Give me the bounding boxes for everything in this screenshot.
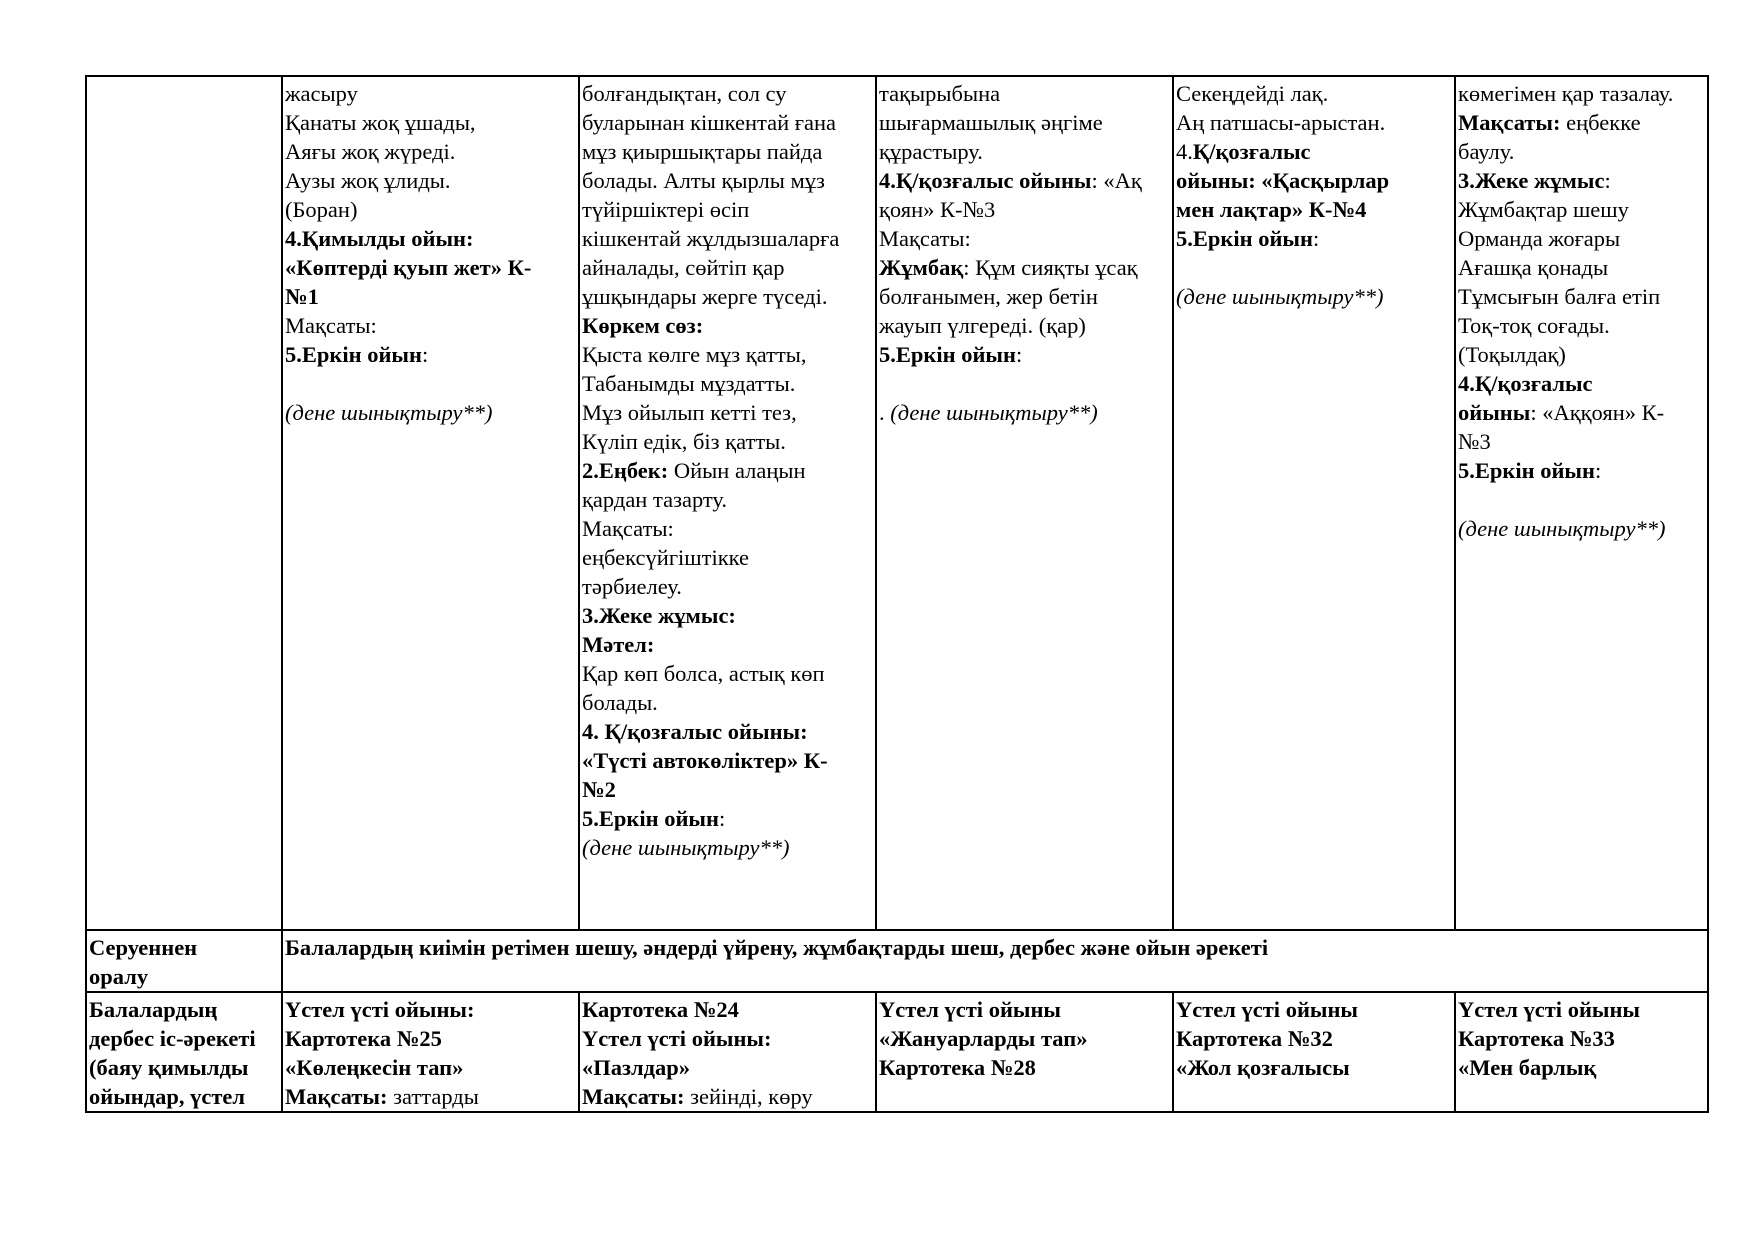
text-line — [285, 398, 576, 427]
text-run: (дене шынықтыру**) — [285, 400, 493, 425]
text-run: Балалардың киімін ретімен шешу, әндерді үйрену, жұмбақтарды шеш, дербес және ойын әрекеті — [285, 935, 1269, 960]
friday-cell — [1455, 992, 1708, 1112]
text-run: Мақсаты: — [582, 1084, 685, 1109]
text-run: ойыны: «Қасқырлар — [1176, 168, 1390, 193]
text-run: Қыста көлге мұз қатты, — [582, 342, 807, 367]
text-run: болғандықтан, сол су — [582, 81, 787, 106]
text-run: 5.Еркін ойын — [1458, 458, 1595, 483]
text-line — [285, 253, 576, 282]
text-run: Картотека №32 — [1176, 1026, 1333, 1051]
text-line — [89, 962, 279, 991]
text-run: Үстел үсті ойыны: — [582, 1026, 772, 1051]
text-line — [1176, 282, 1452, 311]
text-run: 4. Қ/қозғалыс ойыны: — [582, 719, 808, 744]
tuesday-cell — [579, 992, 876, 1112]
text-run: «Пазлдар» — [582, 1055, 691, 1080]
text-run: Қар көп болса, астық көп — [582, 661, 825, 686]
text-run: мен лақтар» К-№4 — [1176, 197, 1367, 222]
text-run: 4.Қ/қозғалыс — [1458, 371, 1593, 396]
text-line — [879, 282, 1170, 311]
text-line — [582, 630, 873, 659]
text-line — [582, 746, 873, 775]
text-line — [1458, 166, 1705, 195]
text-line — [285, 1053, 576, 1082]
text-run: 5.Еркін ойын — [879, 342, 1016, 367]
text-line — [582, 340, 873, 369]
text-line — [1176, 1024, 1452, 1053]
document-page — [85, 75, 1709, 1113]
text-run: Табанымды мұздатты. — [582, 371, 796, 396]
text-line — [1176, 108, 1452, 137]
text-line — [582, 1053, 873, 1082]
text-run: «Көлеңкесін тап» — [285, 1055, 464, 1080]
text-run: 4. — [1176, 139, 1193, 164]
text-run: (баяу қимылды — [89, 1055, 249, 1080]
return-from-walk-content — [282, 930, 1708, 992]
text-line — [879, 253, 1170, 282]
text-run: жауып үлгереді. (қар) — [879, 313, 1086, 338]
text-line — [582, 224, 873, 253]
text-run: Күліп едік, біз қатты. — [582, 429, 786, 454]
text-run: айналады, сөйтіп қар — [582, 255, 785, 280]
return-from-walk-label — [86, 930, 282, 992]
text-run: : «Аққоян» К- — [1530, 400, 1665, 425]
friday-cell — [1455, 76, 1708, 930]
text-line — [1176, 1053, 1452, 1082]
text-line — [1458, 995, 1705, 1024]
text-run: еңбексүйгіштікке — [582, 545, 749, 570]
text-line — [89, 933, 279, 962]
text-run: 4.Қимылды ойын: — [285, 226, 474, 251]
text-run: Жұмбақтар шешу — [1458, 197, 1629, 222]
text-run: Балалардың — [89, 997, 218, 1022]
text-line — [582, 485, 873, 514]
blank-line — [1176, 253, 1452, 282]
text-line — [1458, 108, 1705, 137]
text-run: Қанаты жоқ ұшады, — [285, 110, 476, 135]
text-line — [879, 398, 1170, 427]
text-run: дербес іс-әрекеті — [89, 1026, 256, 1051]
text-run: Қ/қозғалыс — [1192, 139, 1311, 164]
text-line — [879, 995, 1170, 1024]
text-run: 5.Еркін ойын — [582, 806, 719, 831]
text-run: Мәтел: — [582, 632, 655, 657]
text-run: болады. — [582, 690, 658, 715]
text-line — [582, 688, 873, 717]
plan-table — [85, 75, 1709, 1113]
blank-line — [285, 369, 576, 398]
text-run: Аузы жоқ ұлиды. — [285, 168, 451, 193]
table-row — [86, 930, 1708, 992]
text-line — [1458, 253, 1705, 282]
text-run: еңбекке — [1560, 110, 1641, 135]
text-run: Орманда жоғары — [1458, 226, 1621, 251]
text-line — [1458, 514, 1705, 543]
text-line — [1458, 282, 1705, 311]
text-run: құрастыру. — [879, 139, 983, 164]
text-run: қардан тазарту. — [582, 487, 728, 512]
blank-line — [879, 369, 1170, 398]
thursday-cell — [1173, 992, 1455, 1112]
text-line — [582, 398, 873, 427]
text-run: «Жануарларды тап» — [879, 1026, 1088, 1051]
text-line — [582, 79, 873, 108]
text-line — [89, 1024, 279, 1053]
text-line — [582, 369, 873, 398]
text-line — [1458, 398, 1705, 427]
text-run: шығармашылық әңгіме — [879, 110, 1103, 135]
text-run: «Түсті автокөліктер» К- — [582, 748, 828, 773]
text-run: 3.Жеке жұмыс: — [582, 603, 736, 628]
text-run: 5.Еркін ойын — [1176, 226, 1313, 251]
text-line — [285, 995, 576, 1024]
text-line — [582, 1024, 873, 1053]
text-run: Тоқ-тоқ соғады. — [1458, 313, 1610, 338]
text-line — [879, 79, 1170, 108]
text-line — [1176, 137, 1452, 166]
text-run: : — [1594, 458, 1602, 483]
text-line — [582, 456, 873, 485]
text-line — [582, 137, 873, 166]
text-line — [582, 108, 873, 137]
text-line — [582, 804, 873, 833]
text-run: зейінді, көру — [684, 1084, 813, 1109]
text-run: Картотека №33 — [1458, 1026, 1615, 1051]
text-run: : — [718, 806, 726, 831]
blank-line — [1458, 485, 1705, 514]
text-line — [879, 224, 1170, 253]
text-run: Картотека №28 — [879, 1055, 1036, 1080]
text-line — [1176, 224, 1452, 253]
text-run: болғанымен, жер бетін — [879, 284, 1098, 309]
text-run: 4.Қ/қозғалыс ойыны — [879, 168, 1092, 193]
text-line — [879, 108, 1170, 137]
text-line — [1458, 1024, 1705, 1053]
wednesday-cell — [876, 992, 1173, 1112]
text-line — [1458, 137, 1705, 166]
wednesday-cell — [876, 76, 1173, 930]
text-line — [285, 933, 1705, 962]
text-run: тәрбиелеу. — [582, 574, 682, 599]
monday-cell — [282, 76, 579, 930]
text-line — [285, 1082, 576, 1111]
text-line — [285, 224, 576, 253]
text-run: №3 — [1458, 429, 1491, 454]
text-run: Тұмсығын балға етіп — [1458, 284, 1661, 309]
text-run: Картотека №24 — [582, 997, 739, 1022]
text-line — [879, 137, 1170, 166]
text-line — [1458, 79, 1705, 108]
text-line — [285, 340, 576, 369]
tuesday-cell — [579, 76, 876, 930]
text-run: заттарды — [387, 1084, 479, 1109]
text-run: қоян» К-№3 — [879, 197, 996, 222]
text-run: (дене шынықтыру**) — [1458, 516, 1666, 541]
text-line — [582, 775, 873, 804]
text-line — [582, 1082, 873, 1111]
text-line — [582, 543, 873, 572]
text-line — [879, 166, 1170, 195]
text-run: : — [421, 342, 429, 367]
text-run: болады. Алты қырлы мұз — [582, 168, 825, 193]
text-run: «Жол қозғалысы — [1176, 1055, 1350, 1080]
table-row — [86, 76, 1708, 930]
text-line — [285, 108, 576, 137]
text-run: Көркем сөз: — [582, 313, 704, 338]
text-line — [1176, 195, 1452, 224]
independent-activity-label — [86, 992, 282, 1112]
text-line — [582, 195, 873, 224]
text-run: (Боран) — [285, 197, 358, 222]
text-run: Аяғы жоқ жүреді. — [285, 139, 456, 164]
text-line — [1458, 456, 1705, 485]
text-run: «Мен барлық — [1458, 1055, 1597, 1080]
text-line — [89, 1053, 279, 1082]
text-line — [582, 572, 873, 601]
text-run: Секеңдейді лақ. — [1176, 81, 1329, 106]
text-run: (дене шынықтыру**) — [890, 400, 1098, 425]
monday-cell — [282, 992, 579, 1112]
text-run: : — [1312, 226, 1320, 251]
text-line — [582, 311, 873, 340]
text-line — [285, 311, 576, 340]
text-line — [582, 253, 873, 282]
text-run: Үстел үсті ойыны — [1176, 997, 1358, 1022]
text-run: Мұз ойылып кетті тез, — [582, 400, 797, 425]
text-line — [89, 995, 279, 1024]
text-line — [1176, 166, 1452, 195]
text-line — [582, 659, 873, 688]
text-run: №2 — [582, 777, 616, 802]
text-line — [879, 340, 1170, 369]
text-line — [582, 427, 873, 456]
thursday-cell — [1173, 76, 1455, 930]
text-run: : — [1015, 342, 1023, 367]
text-run: №1 — [285, 284, 319, 309]
text-run: 2.Еңбек: — [582, 458, 669, 483]
text-run: мұз қиыршықтары пайда — [582, 139, 823, 164]
text-run: 3.Жеке жұмыс — [1458, 168, 1605, 193]
text-run: Аң патшасы-арыстан. — [1176, 110, 1386, 135]
text-line — [582, 166, 873, 195]
text-line — [89, 1082, 279, 1111]
text-run: Мақсаты: — [285, 1084, 388, 1109]
text-line — [1458, 1053, 1705, 1082]
text-line — [1458, 195, 1705, 224]
text-run: Мақсаты: — [285, 313, 377, 338]
text-run: кішкентай жұлдызшаларға — [582, 226, 840, 251]
text-line — [582, 833, 873, 862]
text-run: : «Ақ — [1091, 168, 1142, 193]
text-run: ойындар, үстел — [89, 1084, 246, 1109]
text-line — [1176, 79, 1452, 108]
text-run: Картотека №25 — [285, 1026, 442, 1051]
text-run: Үстел үсті ойыны: — [285, 997, 475, 1022]
text-run: ұшқындары жерге түседі. — [582, 284, 828, 309]
text-run: Ағашқа қонады — [1458, 255, 1609, 280]
text-line — [1176, 995, 1452, 1024]
text-run: Мақсаты: — [879, 226, 971, 251]
text-run: тақырыбына — [879, 81, 1001, 106]
text-line — [1458, 369, 1705, 398]
text-run: баулу. — [1458, 139, 1515, 164]
text-line — [285, 282, 576, 311]
text-run: көмегімен қар тазалау. — [1458, 81, 1674, 106]
text-line — [582, 514, 873, 543]
text-line — [285, 195, 576, 224]
text-run: Мақсаты: — [582, 516, 674, 541]
text-line — [285, 1024, 576, 1053]
text-run: Мақсаты: — [1458, 110, 1561, 135]
text-run: Серуеннен — [89, 935, 198, 960]
text-line — [582, 717, 873, 746]
text-line — [879, 1053, 1170, 1082]
text-run: : — [1604, 168, 1611, 193]
text-run: жасыру — [285, 81, 358, 106]
text-run: «Көптерді қуып жет» К- — [285, 255, 532, 280]
text-line — [1458, 224, 1705, 253]
text-line — [582, 282, 873, 311]
text-run: . — [879, 400, 891, 425]
text-run: ойыны — [1458, 400, 1531, 425]
text-line — [1458, 340, 1705, 369]
text-run: Үстел үсті ойыны — [879, 997, 1061, 1022]
row-label-cell — [86, 76, 282, 930]
text-line — [879, 195, 1170, 224]
text-run: (дене шынықтыру**) — [1176, 284, 1384, 309]
table-row — [86, 992, 1708, 1112]
text-run: буларынан кішкентай ғана — [582, 110, 837, 135]
text-line — [879, 1024, 1170, 1053]
text-run: Үстел үсті ойыны — [1458, 997, 1640, 1022]
text-run: оралу — [89, 964, 149, 989]
text-run: (Тоқылдақ) — [1458, 342, 1566, 367]
text-run: түйіршіктері өсіп — [582, 197, 750, 222]
text-line — [285, 137, 576, 166]
text-line — [1458, 427, 1705, 456]
text-run: Ойын алаңын — [668, 458, 806, 483]
text-line — [1458, 311, 1705, 340]
text-run: Жұмбақ — [879, 255, 964, 280]
text-line — [879, 311, 1170, 340]
text-line — [285, 166, 576, 195]
text-run: 5.Еркін ойын — [285, 342, 422, 367]
text-run: : Құм сияқты ұсақ — [963, 255, 1138, 280]
text-line — [285, 79, 576, 108]
text-line — [582, 601, 873, 630]
text-run: (дене шынықтыру**) — [582, 835, 790, 860]
text-line — [582, 995, 873, 1024]
